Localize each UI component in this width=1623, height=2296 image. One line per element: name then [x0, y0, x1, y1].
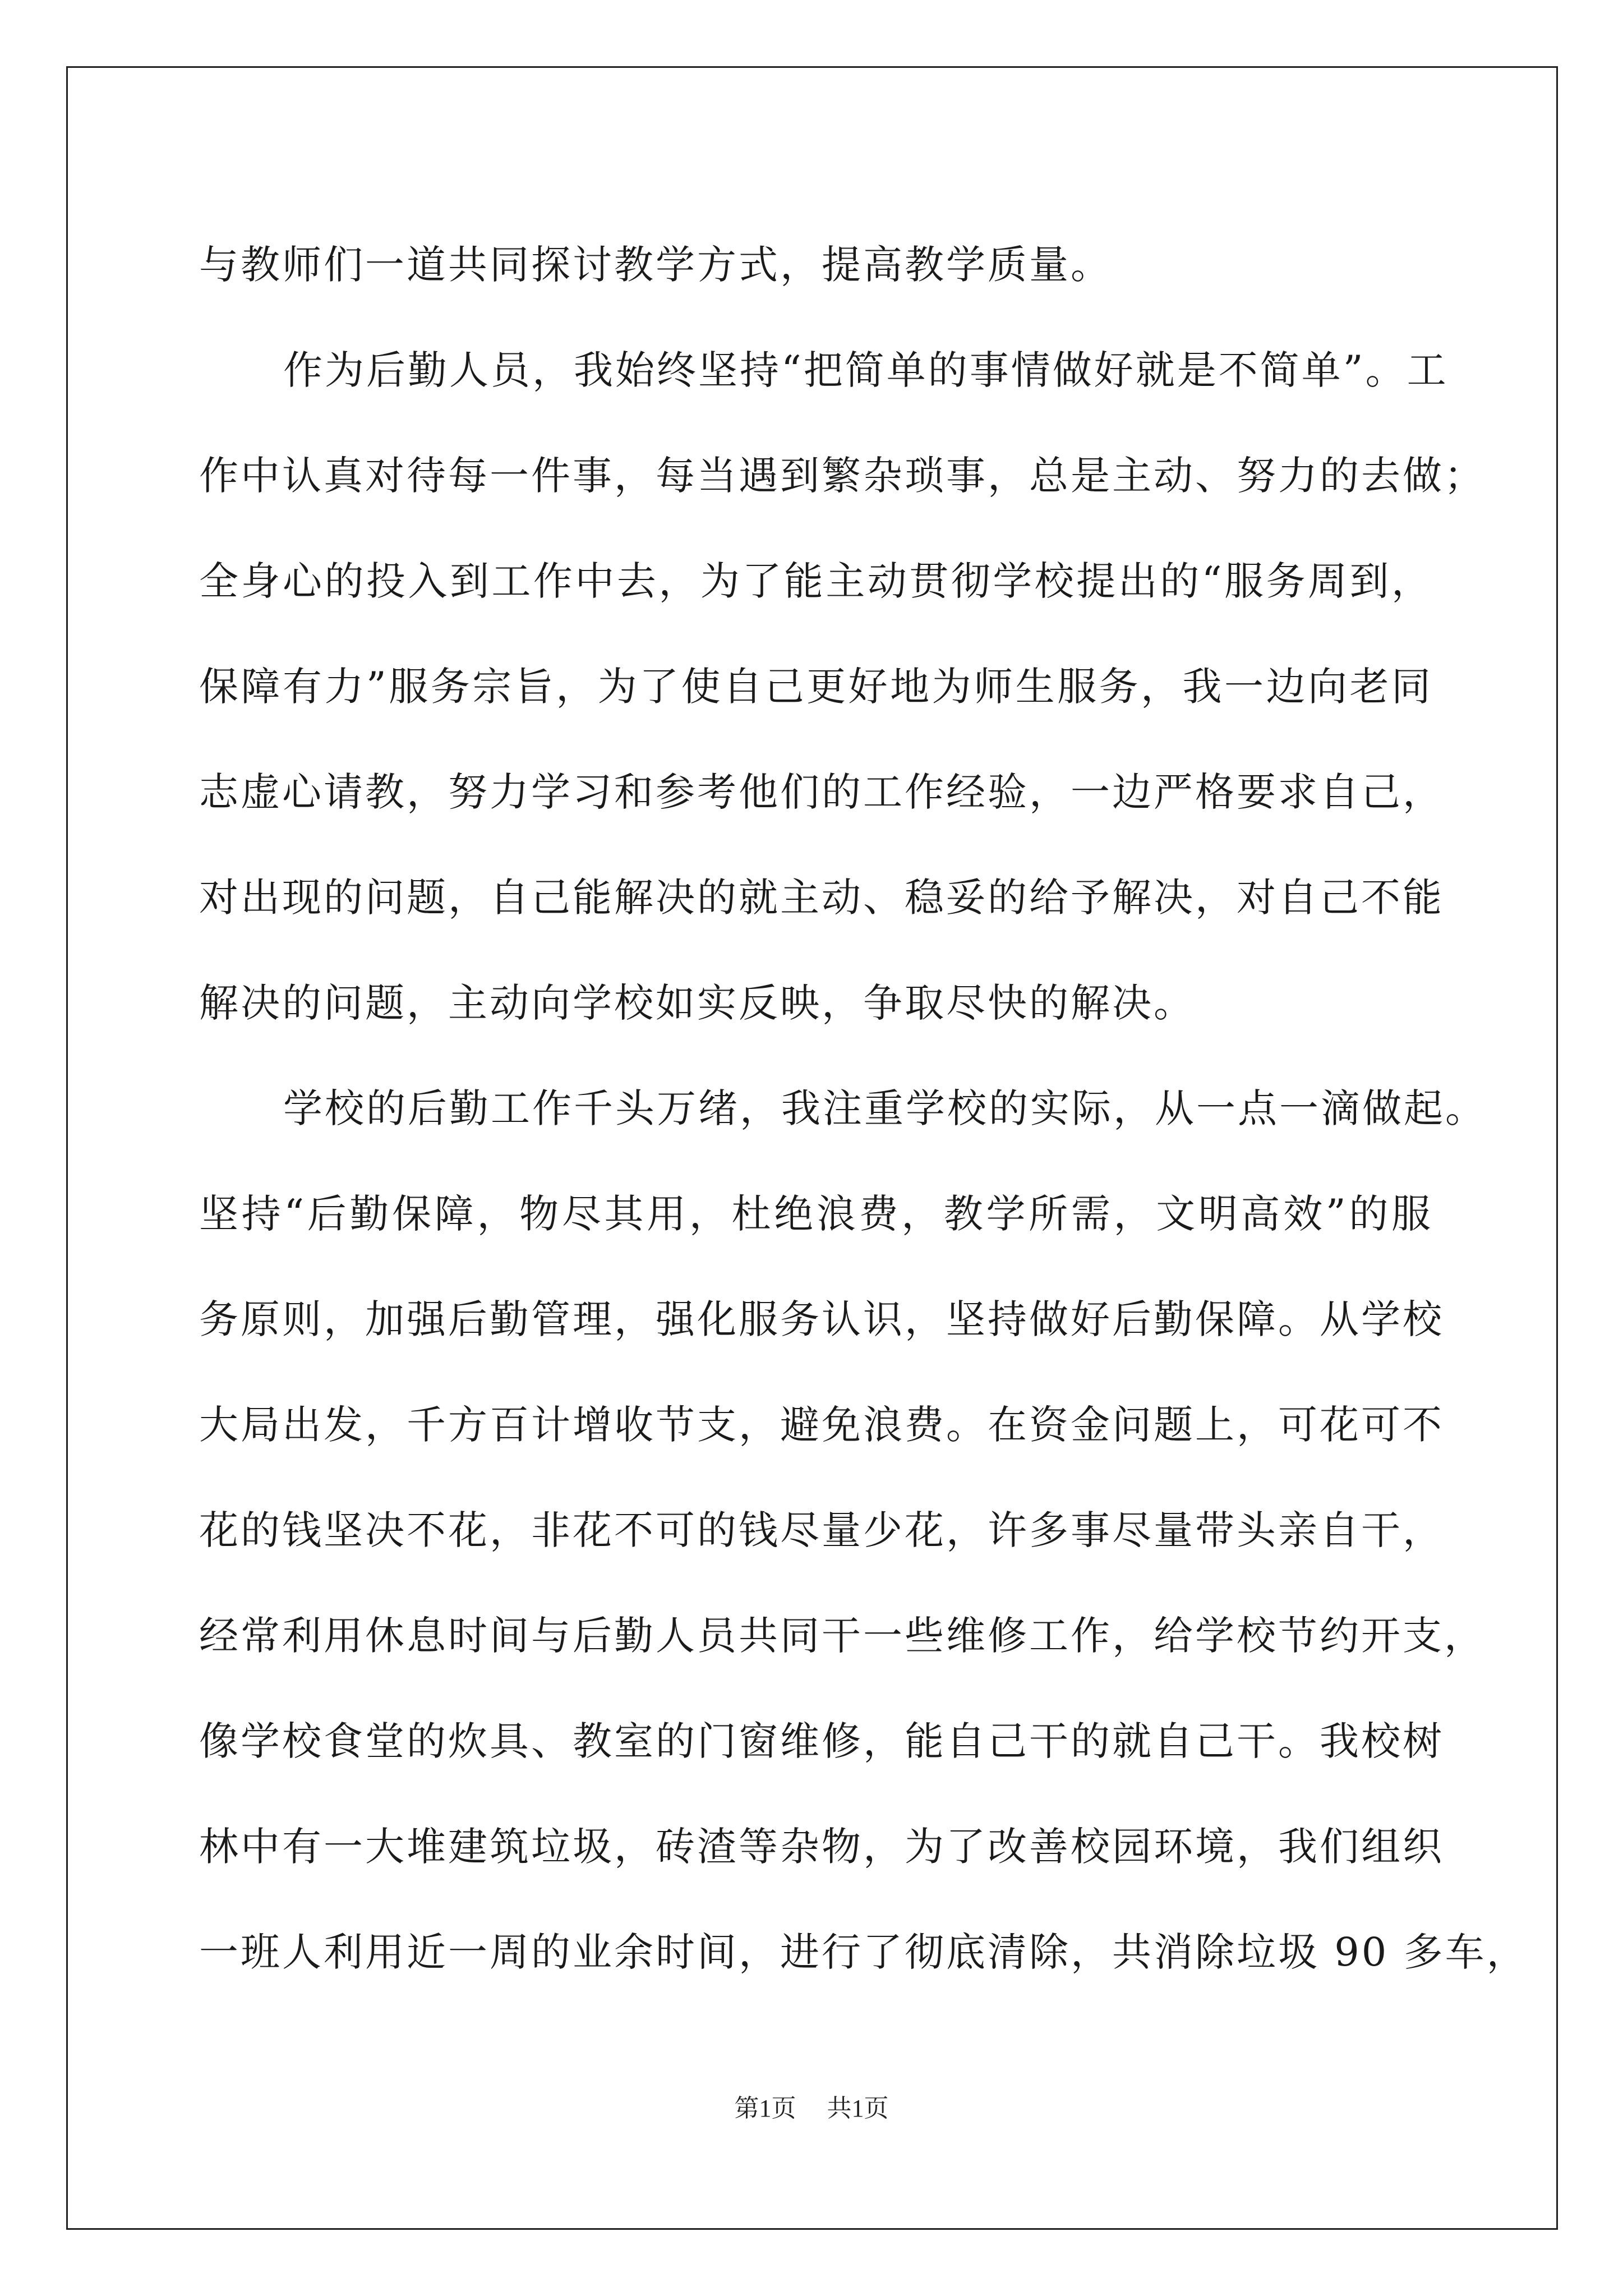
text-line: 对出现的问题，自己能解决的就主动、稳妥的给予解决，对自己不能 — [199, 875, 1444, 921]
text-line: 大局出发，千方百计增收节支，避免浪费。在资金问题上，可花可不 — [199, 1402, 1444, 1448]
page-total: 共1页 — [827, 2095, 889, 2122]
text-line: 务原则，加强后勤管理，强化服务认识，坚持做好后勤保障。从学校 — [199, 1296, 1444, 1342]
text-line: 像学校食堂的炊具、教室的门窗维修，能自己干的就自己干。我校树 — [199, 1718, 1444, 1764]
text-line: 全身心的投入到工作中去，为了能主动贯彻学校提出的“服务周到， — [199, 558, 1433, 604]
text-line: 与教师们一道共同探讨教学方式，提高教学质量。 — [199, 242, 1112, 288]
text-line: 保障有力”服务宗旨，为了使自己更好地为师生服务，我一边向老同 — [199, 664, 1433, 710]
page-footer — [0, 2092, 1623, 2125]
text-line: 作为后勤人员，我始终坚持“把简单的事情做好就是不简单”。工 — [283, 347, 1449, 393]
text-line: 作中认真对待每一件事，每当遇到繁杂琐事，总是主动、努力的去做； — [199, 453, 1486, 499]
text-line: 坚持“后勤保障，物尽其用，杜绝浪费，教学所需，文明高效”的服 — [199, 1191, 1433, 1237]
text-line: 经常利用休息时间与后勤人员共同干一些维修工作，给学校节约开支， — [199, 1613, 1486, 1659]
document-body — [199, 212, 1528, 2005]
text-line: 志虚心请教，努力学习和参考他们的工作经验，一边严格要求自己， — [199, 769, 1444, 815]
text-line: 林中有一大堆建筑垃圾，砖渣等杂物，为了改善校园环境，我们组织 — [199, 1824, 1444, 1870]
page-number: 第1页 — [734, 2095, 796, 2122]
text-line: 一班人利用近一周的业余时间，进行了彻底清除，共消除垃圾 90 多车， — [199, 1929, 1528, 1975]
text-line: 解决的问题，主动向学校如实反映，争取尽快的解决。 — [199, 980, 1195, 1026]
text-line: 学校的后勤工作千头万绪，我注重学校的实际，从一点一滴做起。 — [283, 1085, 1487, 1131]
text-line: 花的钱坚决不花，非花不可的钱尽量少花，许多事尽量带头亲自干， — [199, 1507, 1444, 1553]
